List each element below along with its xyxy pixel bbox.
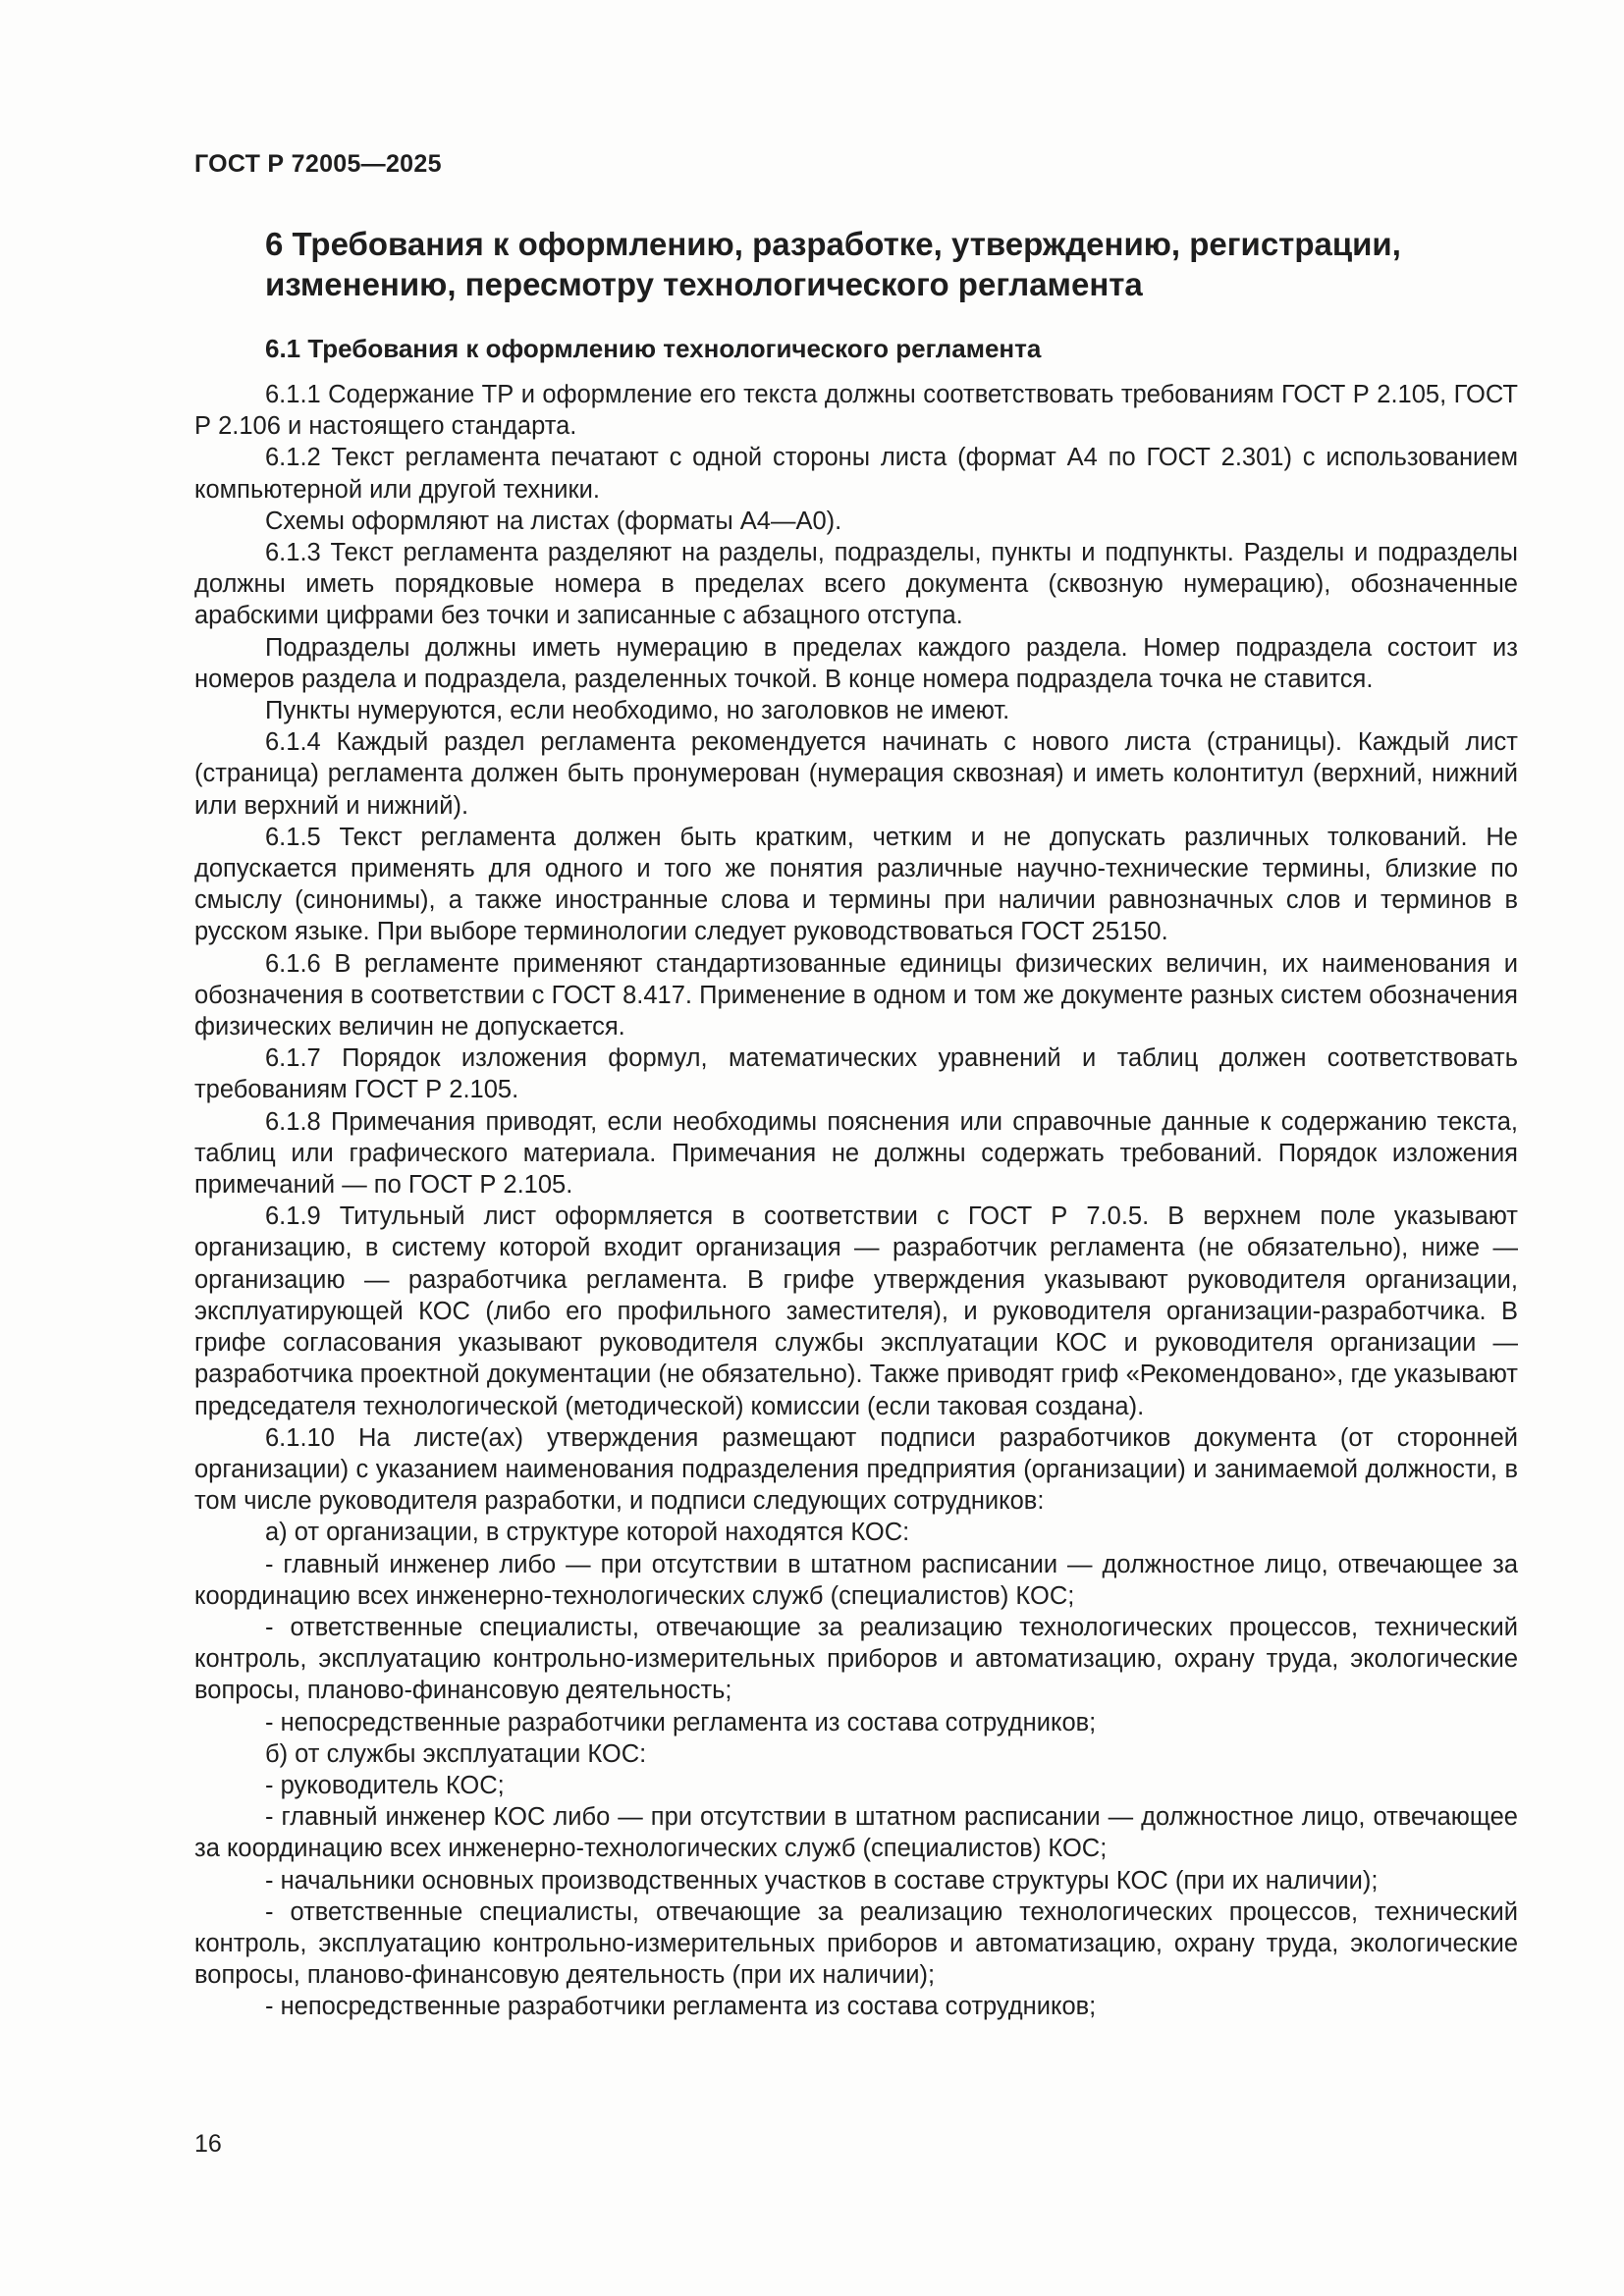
paragraph-6-1-4: 6.1.4 Каждый раздел регламента рекомендуется начинать с нового листа (страницы). Каждый лист (страница) регламента должен быть пронумерован (нумерация сквозная) и иметь колонтитул (верхний, нижний или верхний и нижний). [194,728,1518,820]
paragraph-6-1-2: 6.1.2 Текст регламента печатают с одной стороны листа (формат А4 по ГОСТ 2.301) с использованием компьютерной или другой техники. [194,444,1518,504]
paragraph-6-1-10: 6.1.10 На листе(ах) утверждения размещают подписи разработчиков документа (от сторонней организации) с указанием наименования подразделения предприятия (организации) и занимаемой должности, в том числе руководителя разработки, и подписи следующих сотрудников: [194,1423,1518,1516]
list-item: - непосредственные разработчики регламента из состава сотрудников; [265,1708,1097,1736]
list-item: - главный инженер либо — при отсутствии в штатном расписании — должностное лицо, отвечающее за координацию всех инженерно-технологических служб (специалистов) КОС; [194,1550,1518,1610]
paragraph-6-1-9: 6.1.9 Титульный лист оформляется в соответствии с ГОСТ Р 7.0.5. В верхнем поле указывают организацию, в систему которой входит организация — разработчик регламента (не обязательно), ниже — организацию — разработчика регламента. В грифе утверждения указывают руководителя организации, эксплуатирующей КОС (либо его профильного заместителя), и руководителя организации-разработчика. В грифе согласования указывают руководителя службы эксплуатации КОС и руководителя организации — разработчика проектной документации (не обязательно). Также приводят гриф «Рекомендовано», где указывают председателя технологической (методической) комиссии (если таковая создана). [194,1202,1518,1420]
list-item: - ответственные специалисты, отвечающие за реализацию технологических процессов, технический контроль, эксплуатацию контрольно-измерительных приборов и автоматизацию, охрану труда, экологические вопросы, планово-финансовую деятельность; [194,1613,1518,1705]
page-number: 16 [194,2130,222,2158]
list-heading-a: а) от организации, в структуре которой находятся КОС: [265,1519,910,1547]
paragraph-6-1-7: 6.1.7 Порядок изложения формул, математических уравнений и таблиц должен соответствовать требованиям ГОСТ Р 2.105. [194,1044,1518,1104]
list-heading-b: б) от службы эксплуатации КОС: [265,1739,647,1768]
paragraph-6-1-6: 6.1.6 В регламенте применяют стандартизованные единицы физических величин, их наименования и обозначения в соответствии с ГОСТ 8.417. Применение в одном и том же документе разных систем обозначения физических величин не допускается. [194,949,1518,1041]
list-item: - ответственные специалисты, отвечающие за реализацию технологических процессов, технический контроль, эксплуатацию контрольно-измерительных приборов и автоматизацию, охрану труда, экологические вопросы, планово-финансовую деятельность (при их наличии); [194,1897,1518,1990]
list-item: - руководитель КОС; [265,1771,505,1799]
paragraph-6-1-1: 6.1.1 Содержание ТР и оформление его текста должны соответствовать требованиям ГОСТ Р 2.105, ГОСТ Р 2.106 и настоящего стандарта. [194,381,1518,441]
list-item: - главный инженер КОС либо — при отсутствии в штатном расписании — должностное лицо, отвечающее за координацию всех инженерно-технологических служб (специалистов) КОС; [194,1803,1518,1863]
section-title: 6 Требования к оформлению, разработке, утверждению, регистрации, изменению, пересмотру технологического регламента [265,226,1401,302]
list-item: - начальники основных производственных участков в составе структуры КОС (при их наличии); [265,1866,1379,1895]
document-code-header: ГОСТ Р 72005—2025 [194,150,442,178]
paragraph-items: Пункты нумеруются, если необходимо, но заголовков не имеют. [265,697,1010,725]
list-item: - непосредственные разработчики регламента из состава сотрудников; [265,1993,1097,2021]
page-content [194,224,1518,2023]
paragraph-schemes: Схемы оформляют на листах (форматы А4—А0). [265,507,842,535]
subsection-title: 6.1 Требования к оформлению технологического регламента [265,334,1042,363]
paragraph-6-1-8: 6.1.8 Примечания приводят, если необходимы пояснения или справочные данные к содержанию текста, таблиц или графического материала. Примечания не должны содержать требований. Порядок изложения примечаний — по ГОСТ Р 2.105. [194,1107,1518,1200]
paragraph-subsections: Подразделы должны иметь нумерацию в пределах каждого раздела. Номер подраздела состоит из номеров раздела и подраздела, разделенных точкой. В конце номера подраздела точка не ставится. [194,633,1518,693]
paragraph-6-1-5: 6.1.5 Текст регламента должен быть кратким, четким и не допускать различных толкований. Не допускается применять для одного и того же понятия различные научно-технические термины, близкие по смыслу (синонимы), а также иностранные слова и термины при наличии равнозначных слов и терминов в русском языке. При выборе терминологии следует руководствоваться ГОСТ 25150. [194,823,1518,946]
paragraph-6-1-3: 6.1.3 Текст регламента разделяют на разделы, подразделы, пункты и подпункты. Разделы и подразделы должны иметь порядковые номера в пределах всего документа (сквозную нумерацию), обозначенные арабскими цифрами без точки и записанные с абзацного отступа. [194,539,1518,630]
